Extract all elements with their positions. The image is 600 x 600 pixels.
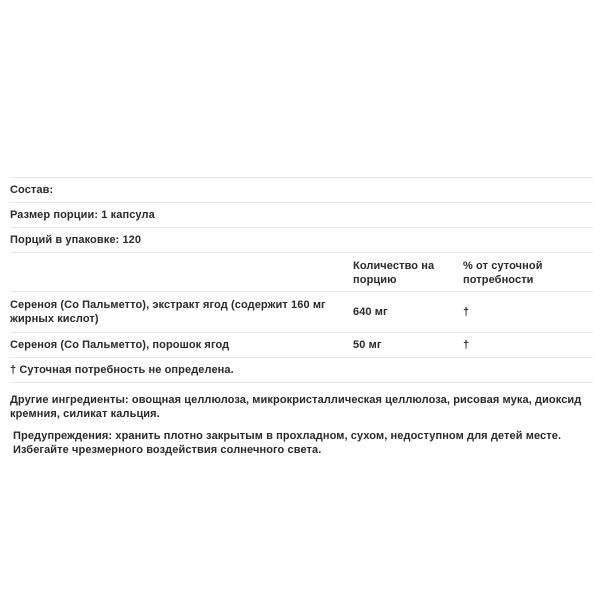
ingredient-daily-value: †	[463, 306, 470, 318]
ingredient-name: Сереноя (Со Пальметто), экстракт ягод (содержит 160 мг жирных кислот)	[10, 299, 326, 325]
serving-size-row	[10, 202, 593, 227]
ingredient-amount: 50 мг	[353, 339, 382, 351]
composition-row	[10, 177, 593, 202]
ingredient-amount: 640 мг	[353, 306, 388, 318]
composition-label: Состав:	[10, 184, 54, 196]
servings-per-container-text: Порций в упаковке: 120	[10, 234, 142, 246]
table-header-row	[10, 252, 593, 291]
header-amount-per-serving: Количество на порцию	[353, 260, 435, 286]
warnings-text: Предупреждения: хранить плотно закрытым в прохладном, сухом, недоступном для детей месте. Избегайте чрезмерного воздействия солнечного света.	[13, 430, 562, 456]
ingredient-name: Сереноя (Со Пальметто), порошок ягод	[10, 339, 230, 351]
serving-size-text: Размер порции: 1 капсула	[10, 209, 155, 221]
footnote-row	[10, 357, 593, 383]
daily-value-footnote: † Суточная потребность не определена.	[10, 364, 234, 376]
table-row	[10, 291, 593, 332]
supplement-facts-label	[10, 177, 593, 457]
servings-per-container-row	[10, 227, 593, 252]
ingredient-daily-value: †	[463, 339, 470, 351]
header-daily-value: % от суточной потребности	[463, 260, 543, 286]
table-row	[10, 332, 593, 357]
supplement-facts-table	[10, 177, 593, 383]
other-ingredients-text: Другие ингредиенты: овощная целлюлоза, микрокристаллическая целлюлоза, рисовая мука, диоксид кремния, силикат кальция.	[10, 394, 582, 420]
